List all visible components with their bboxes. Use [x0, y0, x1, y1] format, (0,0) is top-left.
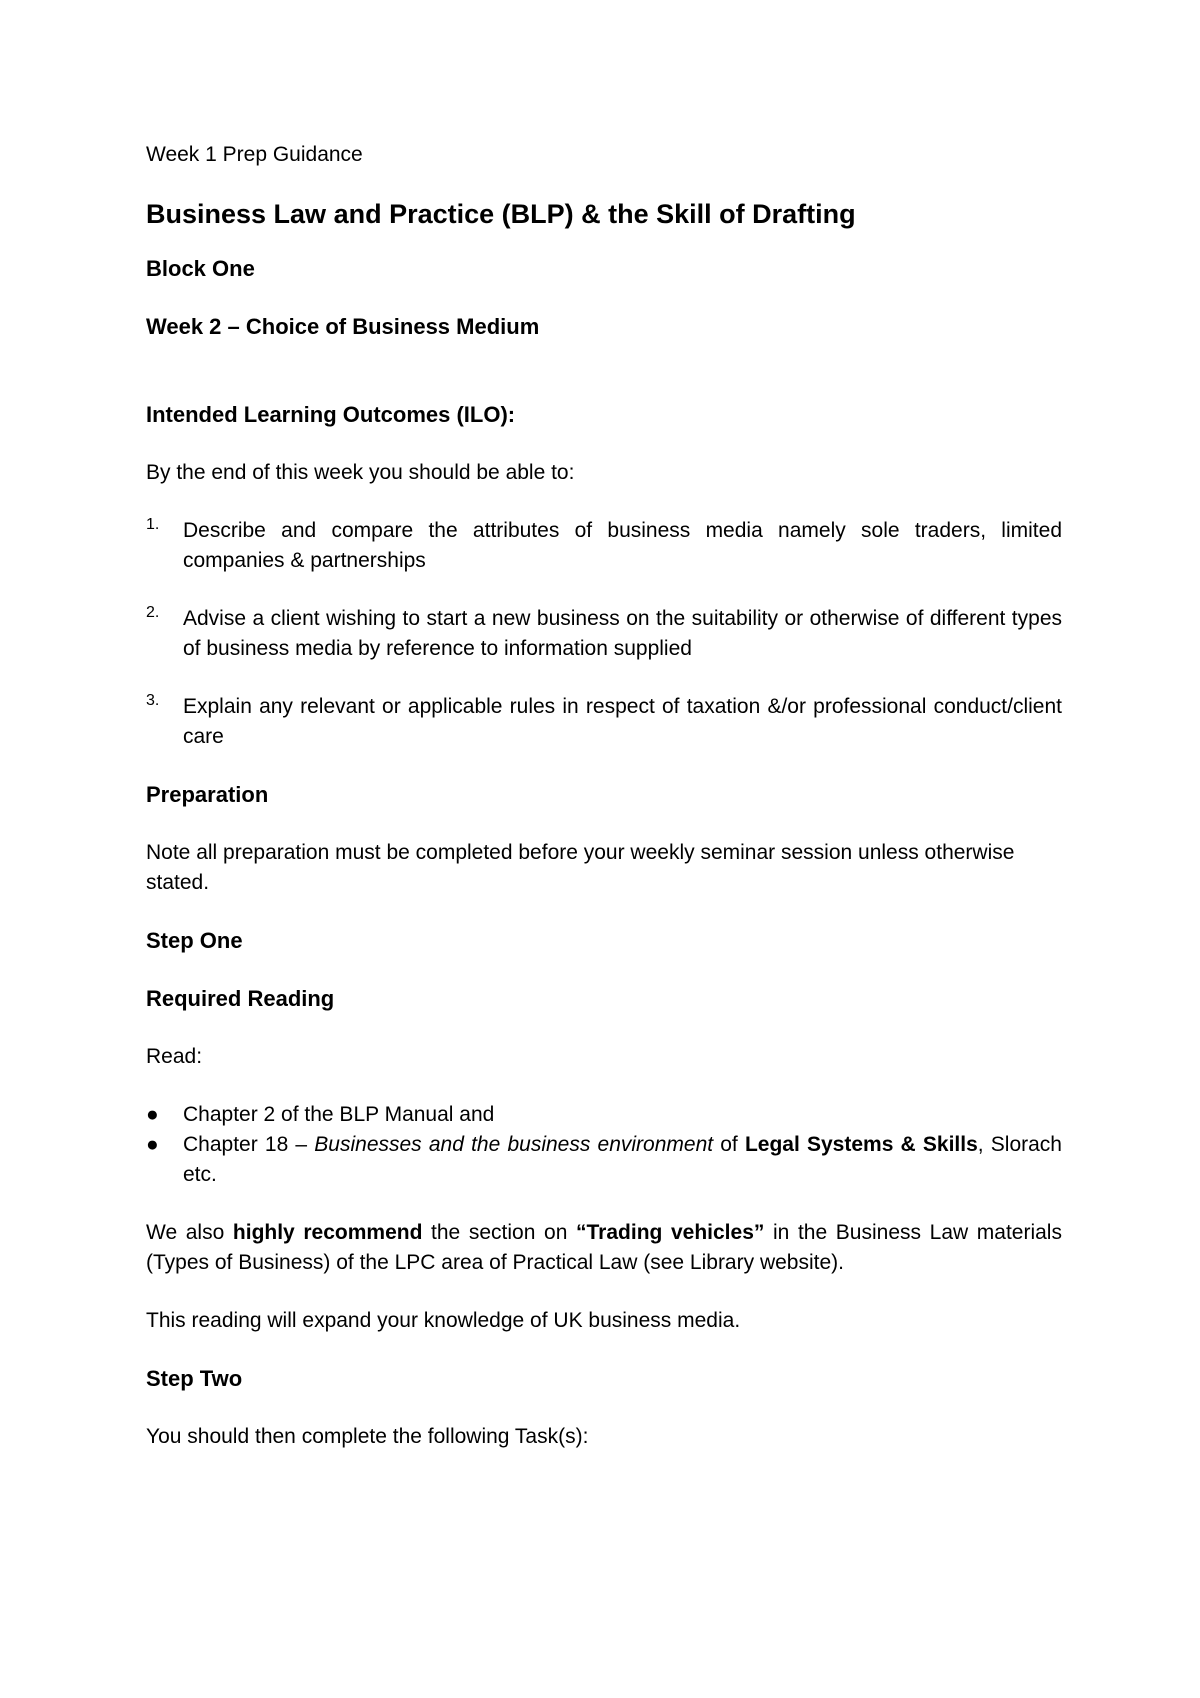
chapter-title: Businesses and the business environment	[314, 1133, 714, 1156]
list-item	[146, 1100, 1062, 1130]
bullet-icon: ●	[146, 1103, 159, 1126]
expand-paragraph: This reading will expand your knowledge of UK business media.	[146, 1309, 741, 1332]
text-part: We also	[146, 1221, 233, 1244]
list-item-text: Describe and compare the attributes of business media namely sole traders, limited companies & partnerships	[183, 519, 1062, 572]
list-item-text: Advise a client wishing to start a new business on the suitability or otherwise of different types of business media by reference to information supplied	[183, 607, 1062, 660]
list-number: 3.	[146, 692, 160, 709]
read-label: Read:	[146, 1045, 203, 1068]
preparation-note: Note all preparation must be completed before your weekly seminar session unless otherwise stated.	[146, 841, 1015, 894]
required-reading-heading: Required Reading	[146, 986, 335, 1011]
list-number: 2.	[146, 604, 160, 621]
list-item-text-part: of	[713, 1133, 745, 1156]
list-item	[146, 1130, 1062, 1190]
reading-list	[146, 1100, 1062, 1190]
recommend-paragraph	[146, 1218, 1062, 1278]
text-part: in the Business Law materials (Types of Business) of the LPC area of Practical Law (see Library website).	[146, 1221, 1062, 1274]
list-number: 1.	[146, 516, 160, 533]
step-two-heading: Step Two	[146, 1366, 243, 1391]
ilo-intro: By the end of this week you should be able to:	[146, 461, 575, 484]
preparation-heading: Preparation	[146, 782, 269, 807]
list-item-text-part: , Slorach etc.	[183, 1133, 1062, 1186]
list-item	[146, 692, 1062, 752]
document-page	[146, 140, 1062, 1452]
document-title: Business Law and Practice (BLP) & the Skill of Drafting	[146, 199, 856, 229]
emphasis: “Trading vehicles”	[576, 1221, 765, 1244]
ilo-heading: Intended Learning Outcomes (ILO):	[146, 402, 516, 427]
step-one-heading: Step One	[146, 928, 243, 953]
list-item-text-part: Chapter 18 –	[183, 1133, 315, 1156]
step-two-text: You should then complete the following Task(s):	[146, 1425, 589, 1448]
week-heading: Week 2 – Choice of Business Medium	[146, 314, 540, 339]
ilo-list	[146, 516, 1062, 752]
book-title: Legal Systems & Skills	[744, 1133, 978, 1156]
block-heading: Block One	[146, 256, 255, 281]
list-item	[146, 516, 1062, 576]
emphasis: highly recommend	[232, 1221, 423, 1244]
list-item	[146, 604, 1062, 664]
list-item-text: Explain any relevant or applicable rules in respect of taxation &/or professional conduct/client care	[183, 695, 1062, 748]
text-part: the section on	[422, 1221, 577, 1244]
running-head: Week 1 Prep Guidance	[146, 143, 363, 166]
bullet-icon: ●	[146, 1133, 159, 1156]
list-item-text: Chapter 2 of the BLP Manual and	[183, 1103, 495, 1126]
